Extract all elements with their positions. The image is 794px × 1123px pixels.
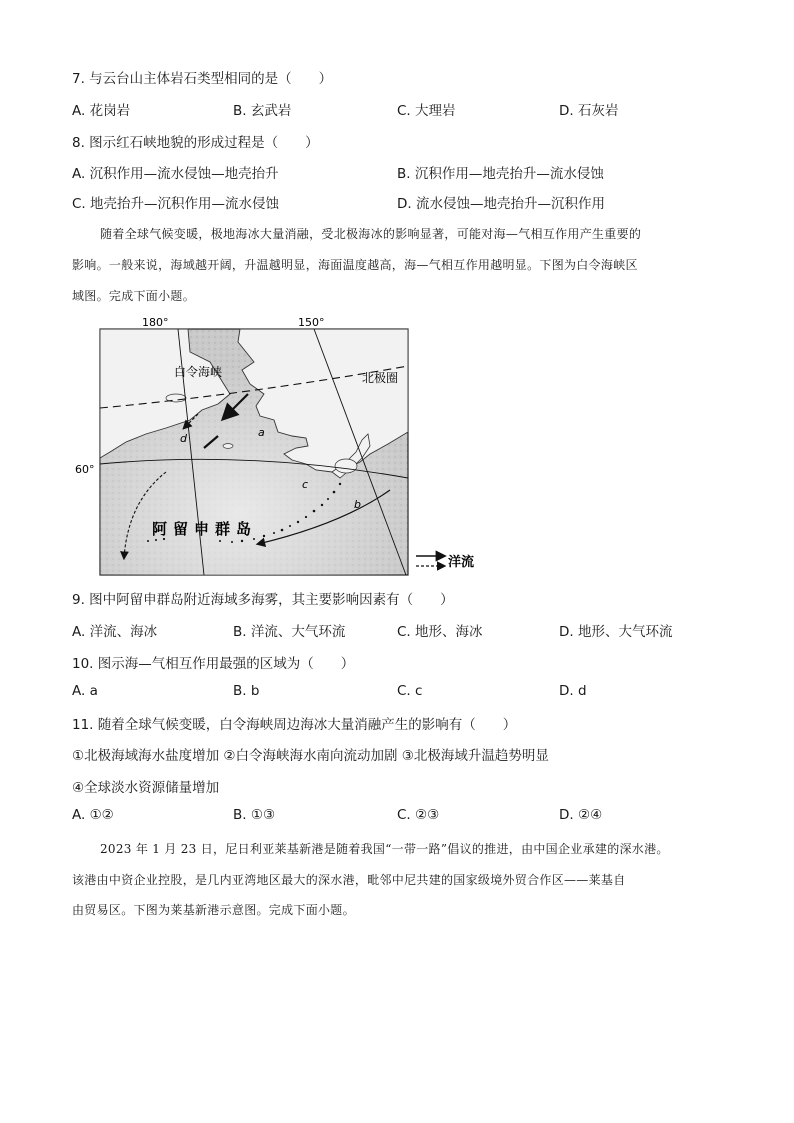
q11-option-d[interactable]: D. ②④ <box>559 807 603 823</box>
q7-option-b[interactable]: B. 玄武岩 <box>233 103 292 119</box>
label-lon-150: 150° <box>298 316 325 329</box>
passage1-line-2: 影响。一般来说，海域越开阔，升温越明显，海面温度越高，海—气相互作用越明显。下图为白令海峡区 <box>72 258 638 272</box>
q8-option-c[interactable]: C. 地壳抬升—沉积作用—流水侵蚀 <box>72 196 280 212</box>
q11-stem: 11. 随着全球气候变暖，白令海峡周边海冰大量消融产生的影响有（ ） <box>72 717 517 733</box>
legend-ocean-current <box>416 554 474 570</box>
q8-stem: 8. 图示红石峡地貌的形成过程是（ ） <box>72 135 319 151</box>
legend-label: 洋流 <box>448 555 475 570</box>
label-a: a <box>258 426 265 439</box>
q10-option-d[interactable]: D. d <box>559 683 587 699</box>
label-b: b <box>354 498 361 511</box>
q9-option-c[interactable]: C. 地形、海冰 <box>397 624 483 640</box>
q10-stem: 10. 图示海—气相互作用最强的区域为（ ） <box>72 656 355 672</box>
q9-option-a[interactable]: A. 洋流、海冰 <box>72 624 158 640</box>
bering-strait-map <box>70 312 490 580</box>
q7-option-a[interactable]: A. 花岗岩 <box>72 103 131 119</box>
q7-option-d[interactable]: D. 石灰岩 <box>559 103 619 119</box>
q8-option-a[interactable]: A. 沉积作用—流水侵蚀—地壳抬升 <box>72 166 279 182</box>
q7-stem: 7. 与云台山主体岩石类型相同的是（ ） <box>72 71 333 87</box>
q10-option-b[interactable]: B. b <box>233 683 260 699</box>
passage2-line-2: 该港由中资企业控股，是几内亚湾地区最大的深水港，毗邻中尼共建的国家级境外贸合作区——莱基自 <box>72 873 626 887</box>
q11-items-line-2: ④全球淡水资源储量增加 <box>72 780 220 796</box>
q8-option-d[interactable]: D. 流水侵蚀—地壳抬升—沉积作用 <box>397 196 605 212</box>
q10-option-c[interactable]: C. c <box>397 683 423 699</box>
passage1-line-3: 域图。完成下面小题。 <box>72 289 196 303</box>
passage2-line-1: 2023 年 1 月 23 日，尼日利亚莱基新港是随着我国“一带一路”倡议的推进，由中国企业承建的深水港。 <box>100 842 669 856</box>
q11-items-line-1: ①北极海域海水盐度增加 ②白令海峡海水南向流动加剧 ③北极海域升温趋势明显 <box>72 748 549 764</box>
q7-option-c[interactable]: C. 大理岩 <box>397 103 456 119</box>
label-d: d <box>180 432 187 445</box>
label-c: c <box>302 478 309 491</box>
passage1-line-1: 随着全球气候变暖，极地海冰大量消融，受北极海冰的影响显著，可能对海—气相互作用产生重要的 <box>100 227 642 241</box>
label-arctic-circle: 北极圈 <box>362 371 399 385</box>
q11-option-c[interactable]: C. ②③ <box>397 807 440 823</box>
q11-option-b[interactable]: B. ①③ <box>233 807 276 823</box>
label-aleutian-islands: 阿留申群岛 <box>152 520 258 538</box>
label-bering-strait: 白令海峡 <box>174 365 223 379</box>
label-lat-60: 60° <box>75 463 95 476</box>
label-lon-180: 180° <box>142 316 169 329</box>
passage2-line-3: 由贸易区。下图为莱基新港示意图。完成下面小题。 <box>72 903 355 917</box>
q9-option-d[interactable]: D. 地形、大气环流 <box>559 624 673 640</box>
q10-option-a[interactable]: A. a <box>72 683 98 699</box>
q9-stem: 9. 图中阿留申群岛附近海域多海雾，其主要影响因素有（ ） <box>72 592 454 608</box>
q8-option-b[interactable]: B. 沉积作用—地壳抬升—流水侵蚀 <box>397 166 604 182</box>
q11-option-a[interactable]: A. ①② <box>72 807 114 823</box>
q9-option-b[interactable]: B. 洋流、大气环流 <box>233 624 346 640</box>
